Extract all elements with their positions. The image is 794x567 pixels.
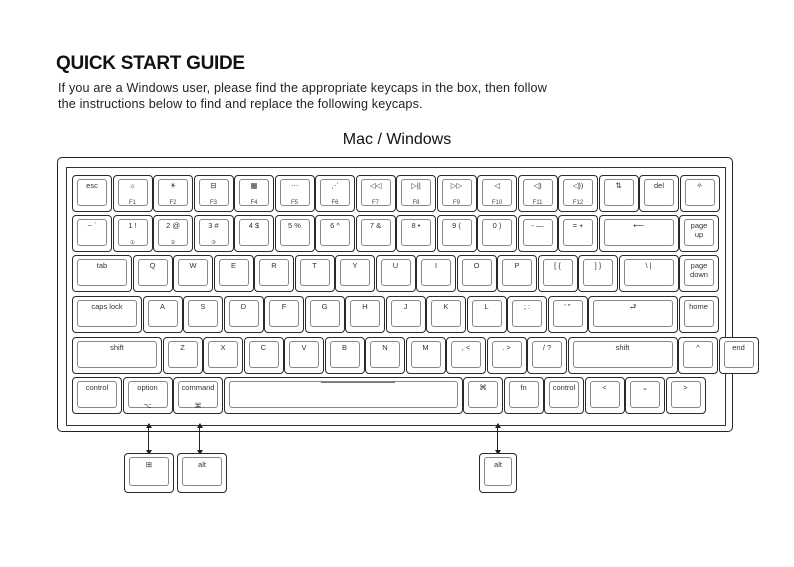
key-label: ▦ xyxy=(250,181,258,190)
key xyxy=(305,296,345,333)
key-label: R xyxy=(271,261,277,270)
key-label: N xyxy=(382,343,388,352)
key xyxy=(679,296,719,333)
key xyxy=(234,175,274,212)
key xyxy=(153,175,193,212)
key-sublabel: F4 xyxy=(250,200,258,206)
key-sublabel: F2 xyxy=(169,200,177,206)
key xyxy=(518,175,558,212)
guide-title: QUICK START GUIDE xyxy=(56,53,245,74)
key-label: ⊟ xyxy=(210,181,217,190)
key-label: F xyxy=(281,302,287,311)
key xyxy=(416,255,456,292)
key xyxy=(113,215,153,252)
key xyxy=(163,337,203,374)
key xyxy=(406,337,446,374)
key xyxy=(224,296,264,333)
key xyxy=(72,377,122,414)
key-label: ☀ xyxy=(169,181,177,190)
replacement-key-label: alt xyxy=(198,460,206,469)
key-label: ⌘ xyxy=(479,383,487,392)
key xyxy=(477,175,517,212)
key xyxy=(173,377,223,414)
key-label: B xyxy=(341,343,347,352)
key-label: O xyxy=(473,261,480,270)
key xyxy=(396,215,436,252)
key-sublabel: F12 xyxy=(572,200,584,206)
key-label: 1 ! xyxy=(128,221,137,230)
spacebar-key xyxy=(224,377,463,414)
key-label: page up xyxy=(690,221,708,239)
key xyxy=(463,377,503,414)
key xyxy=(275,175,315,212)
key-sublabel: F7 xyxy=(371,200,379,206)
key xyxy=(544,377,584,414)
key xyxy=(497,255,537,292)
key xyxy=(284,337,324,374)
key-label: I xyxy=(434,261,438,270)
key-label: D xyxy=(240,302,247,311)
spacebar-mark xyxy=(321,382,395,383)
key-label: ] } xyxy=(594,261,602,270)
key xyxy=(619,255,679,292)
key-label: X xyxy=(220,343,226,352)
replacement-key-windows xyxy=(124,453,174,493)
key-indicator: ② xyxy=(170,240,176,246)
key-label: 5 % xyxy=(288,221,301,230)
key-label: M xyxy=(422,343,429,352)
key xyxy=(599,175,639,212)
key-label: shift xyxy=(615,343,630,352)
key xyxy=(457,255,497,292)
key-label: ✧ xyxy=(696,181,703,190)
key-sublabel: F1 xyxy=(128,200,136,206)
key xyxy=(558,215,598,252)
key xyxy=(335,255,375,292)
key-label: ◁ xyxy=(494,181,500,190)
key-label: ▷▷ xyxy=(450,181,463,190)
key xyxy=(214,255,254,292)
key xyxy=(386,296,426,333)
replacement-key-label: alt xyxy=(494,460,502,469)
key xyxy=(548,296,588,333)
key-label: ◁) xyxy=(533,181,542,190)
key-label: ~ ` xyxy=(87,221,97,230)
key-label: / ? xyxy=(542,343,552,352)
key xyxy=(679,255,719,292)
key xyxy=(504,377,544,414)
key-label: shift xyxy=(110,343,124,352)
key xyxy=(356,175,396,212)
key-label: G xyxy=(321,302,328,311)
key xyxy=(518,215,558,252)
key xyxy=(599,215,679,252)
replacement-key-left-alt xyxy=(177,453,227,493)
key xyxy=(72,215,112,252)
key-label: ⇅ xyxy=(615,181,622,190)
key-label: fn xyxy=(520,383,527,392)
key-label: ⋰ xyxy=(331,181,339,190)
key-label: end xyxy=(732,343,745,352)
key xyxy=(578,255,618,292)
key-label: esc xyxy=(86,181,98,190)
key-indicator: ① xyxy=(130,240,135,246)
key xyxy=(345,296,385,333)
key-label: [ { xyxy=(554,261,561,270)
key-label: page down xyxy=(690,261,708,279)
key-sublabel: F10 xyxy=(491,200,503,206)
key-label: < xyxy=(602,383,607,392)
key xyxy=(113,175,153,212)
key xyxy=(183,296,223,333)
key xyxy=(295,255,335,292)
key-sublabel: F5 xyxy=(290,200,298,206)
key-label: . > xyxy=(502,343,511,352)
key-label: , < xyxy=(461,343,471,352)
key xyxy=(194,175,234,212)
key-label: 3 # xyxy=(208,221,219,230)
key-label: control xyxy=(85,383,109,392)
key xyxy=(173,255,213,292)
key xyxy=(625,377,665,414)
key-label: ⌄ xyxy=(641,383,649,392)
key xyxy=(719,337,759,374)
key xyxy=(680,175,720,212)
key-label: ⟵ xyxy=(633,221,644,230)
key-label: 6 ^ xyxy=(330,221,340,230)
key-label: ⮐ xyxy=(629,302,637,311)
key xyxy=(264,296,304,333)
key-label: ⋯ xyxy=(290,181,299,190)
key xyxy=(254,255,294,292)
key xyxy=(446,337,486,374)
key-label: ◁◁ xyxy=(369,181,382,190)
key-label: > xyxy=(683,383,688,392)
key-label: V xyxy=(301,343,307,352)
key xyxy=(426,296,466,333)
key xyxy=(588,296,678,333)
key xyxy=(558,175,598,212)
key xyxy=(568,337,678,374)
key xyxy=(133,255,173,292)
key xyxy=(244,337,284,374)
key xyxy=(396,175,436,212)
key-label: Z xyxy=(180,343,185,352)
key-label: Y xyxy=(352,261,358,270)
key xyxy=(679,215,719,252)
key-label: H xyxy=(362,302,368,311)
key-label: ☼ xyxy=(129,181,136,190)
key-label: - — xyxy=(531,221,544,230)
layout-subtitle: Mac / Windows xyxy=(342,131,452,148)
key-label: ; : xyxy=(523,302,531,311)
key-label: command xyxy=(181,383,215,392)
intro-text xyxy=(58,80,658,112)
key xyxy=(356,215,396,252)
key xyxy=(325,337,365,374)
key xyxy=(437,175,477,212)
replacement-key-right-alt xyxy=(479,453,517,493)
key xyxy=(153,215,193,252)
key-sublabel: F9 xyxy=(452,200,460,206)
key-label: ^ xyxy=(696,343,700,352)
key-label: 4 $ xyxy=(248,221,260,230)
key-label: J xyxy=(403,302,408,311)
key-symbol-icon: ⌘ xyxy=(194,403,202,410)
key-label: home xyxy=(689,302,708,311)
key xyxy=(487,337,527,374)
key-label: T xyxy=(312,261,317,270)
key-label: W xyxy=(189,261,197,270)
key-label: 7 & xyxy=(369,221,382,230)
key-symbol-icon: ⌥ xyxy=(143,403,152,410)
arrow-right-alt xyxy=(497,424,498,454)
intro-line-1: If you are a Windows user, please find the appropriate keycaps in the box, then follow xyxy=(58,81,547,95)
key xyxy=(507,296,547,333)
key-label: S xyxy=(200,302,206,311)
key xyxy=(315,175,355,212)
key-label: = + xyxy=(572,221,584,230)
arrow-left-windows xyxy=(148,424,149,454)
key xyxy=(467,296,507,333)
key-sublabel: F11 xyxy=(532,200,543,206)
key xyxy=(477,215,517,252)
key xyxy=(275,215,315,252)
key-label: caps lock xyxy=(91,302,123,311)
key xyxy=(143,296,183,333)
key-sublabel: F8 xyxy=(412,200,420,206)
key-sublabel: F3 xyxy=(209,200,217,206)
key xyxy=(203,337,243,374)
key-label: \ | xyxy=(645,261,652,270)
key-label: 0 ) xyxy=(492,221,502,230)
key-label: ▷|| xyxy=(411,181,421,190)
key-label: K xyxy=(443,302,449,311)
key xyxy=(72,296,142,333)
key-label: Q xyxy=(149,261,156,270)
key xyxy=(123,377,173,414)
key xyxy=(376,255,416,292)
key-label: tab xyxy=(96,261,108,270)
key xyxy=(538,255,578,292)
key xyxy=(639,175,679,212)
intro-line-2: the instructions below to find and replace the following keycaps. xyxy=(58,97,423,111)
key-indicator: ③ xyxy=(211,240,216,246)
key xyxy=(234,215,274,252)
key xyxy=(678,337,718,374)
key xyxy=(527,337,567,374)
key-label: E xyxy=(230,261,236,270)
key xyxy=(72,175,112,212)
key-label: P xyxy=(514,261,520,270)
key xyxy=(365,337,405,374)
key xyxy=(437,215,477,252)
key-label: 8 • xyxy=(411,221,421,230)
key-label: ' " xyxy=(564,302,571,311)
key-label: 2 @ xyxy=(166,221,180,230)
key-sublabel: F6 xyxy=(331,200,339,206)
key-label: ◁)) xyxy=(572,181,584,190)
key-label: del xyxy=(653,181,664,190)
key xyxy=(315,215,355,252)
key xyxy=(666,377,706,414)
arrow-left-alt xyxy=(199,424,200,454)
key-label: control xyxy=(552,383,576,392)
key-label: A xyxy=(159,302,165,311)
windows-icon: ⊞ xyxy=(145,460,153,469)
key xyxy=(72,337,162,374)
key xyxy=(72,255,132,292)
key xyxy=(194,215,234,252)
key-label: L xyxy=(484,302,489,311)
key-label: U xyxy=(392,261,399,270)
key-label: option xyxy=(137,383,158,392)
key xyxy=(585,377,625,414)
key-label: C xyxy=(260,343,267,352)
key-label: 9 ( xyxy=(452,221,461,230)
